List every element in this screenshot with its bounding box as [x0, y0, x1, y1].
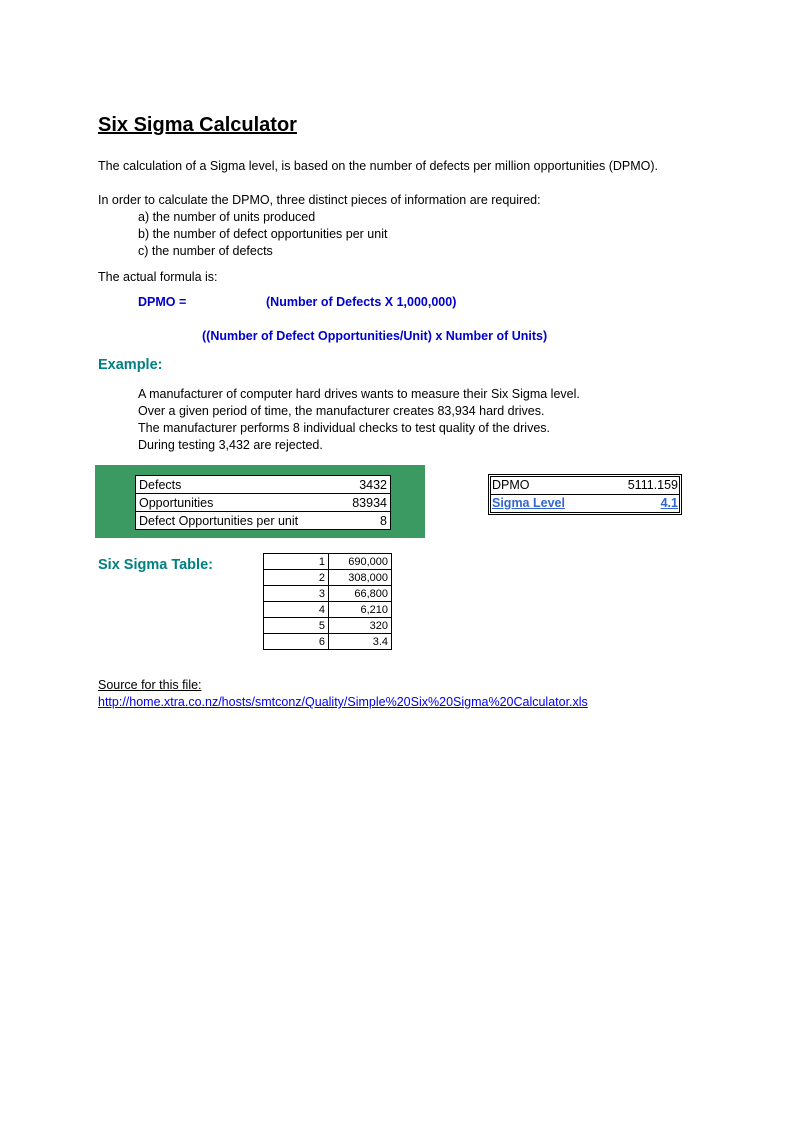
input-label: Opportunities	[136, 494, 325, 512]
result-panel	[488, 474, 682, 515]
sigma-level-cell: 1	[264, 554, 329, 570]
input-table	[135, 475, 391, 530]
input-label: Defects	[136, 476, 325, 494]
sigma-table-row	[264, 602, 392, 618]
sigma-table-row	[264, 554, 392, 570]
sigma-table-row	[264, 570, 392, 586]
sigma-level-row	[491, 494, 679, 512]
example-line: Over a given period of time, the manufacturer creates 83,934 hard drives.	[138, 404, 545, 418]
example-line: A manufacturer of computer hard drives wants to measure their Six Sigma level.	[138, 387, 580, 401]
sigma-dpmo-cell: 690,000	[329, 554, 392, 570]
sigma-level-label: Sigma Level	[492, 496, 565, 510]
input-panel	[95, 465, 425, 538]
sigma-table-row	[264, 586, 392, 602]
info-item: b) the number of defect opportunities per unit	[138, 227, 388, 241]
formula-numerator: (Number of Defects X 1,000,000)	[266, 295, 457, 309]
sigma-level-cell: 2	[264, 570, 329, 586]
intro-text: The calculation of a Sigma level, is based on the number of defects per million opportunities (DPMO).	[98, 159, 658, 173]
defects-input[interactable]: 3432	[324, 476, 391, 494]
sigma-dpmo-cell: 320	[329, 618, 392, 634]
input-row-opportunities	[136, 494, 391, 512]
example-line: During testing 3,432 are rejected.	[138, 438, 323, 452]
source-link[interactable]: http://home.xtra.co.nz/hosts/smtconz/Quality/Simple%20Six%20Sigma%20Calculator.xls	[98, 695, 588, 709]
input-row-defects	[136, 476, 391, 494]
input-row-defect-opportunities	[136, 512, 391, 530]
defect-opportunities-input[interactable]: 8	[324, 512, 391, 530]
dpmo-value: 5111.159	[627, 478, 678, 492]
sigma-level-cell: 4	[264, 602, 329, 618]
sigma-dpmo-cell: 66,800	[329, 586, 392, 602]
dpmo-label: DPMO	[492, 478, 530, 492]
sigma-level-cell: 5	[264, 618, 329, 634]
page-title: Six Sigma Calculator	[98, 114, 297, 136]
sigma-level-value: 4.1	[660, 496, 678, 510]
source-label: Source for this file:	[98, 678, 202, 692]
sigma-level-cell: 6	[264, 634, 329, 650]
sigma-dpmo-cell: 308,000	[329, 570, 392, 586]
formula-lhs: DPMO =	[138, 295, 187, 309]
example-line: The manufacturer performs 8 individual checks to test quality of the drives.	[138, 421, 550, 435]
input-label: Defect Opportunities per unit	[136, 512, 325, 530]
formula-denominator: ((Number of Defect Opportunities/Unit) x Number of Units)	[202, 329, 548, 343]
sigma-table-heading: Six Sigma Table:	[98, 557, 213, 573]
example-heading: Example:	[98, 357, 163, 373]
dpmo-row	[491, 477, 679, 494]
info-item: a) the number of units produced	[138, 210, 316, 224]
sigma-table	[263, 553, 392, 650]
info-intro: In order to calculate the DPMO, three distinct pieces of information are required:	[98, 193, 541, 207]
info-item: c) the number of defects	[138, 244, 273, 258]
sigma-level-cell: 3	[264, 586, 329, 602]
sigma-dpmo-cell: 6,210	[329, 602, 392, 618]
formula-intro: The actual formula is:	[98, 270, 218, 284]
sigma-table-row	[264, 634, 392, 650]
sigma-dpmo-cell: 3.4	[329, 634, 392, 650]
sigma-table-row	[264, 618, 392, 634]
opportunities-input[interactable]: 83934	[324, 494, 391, 512]
